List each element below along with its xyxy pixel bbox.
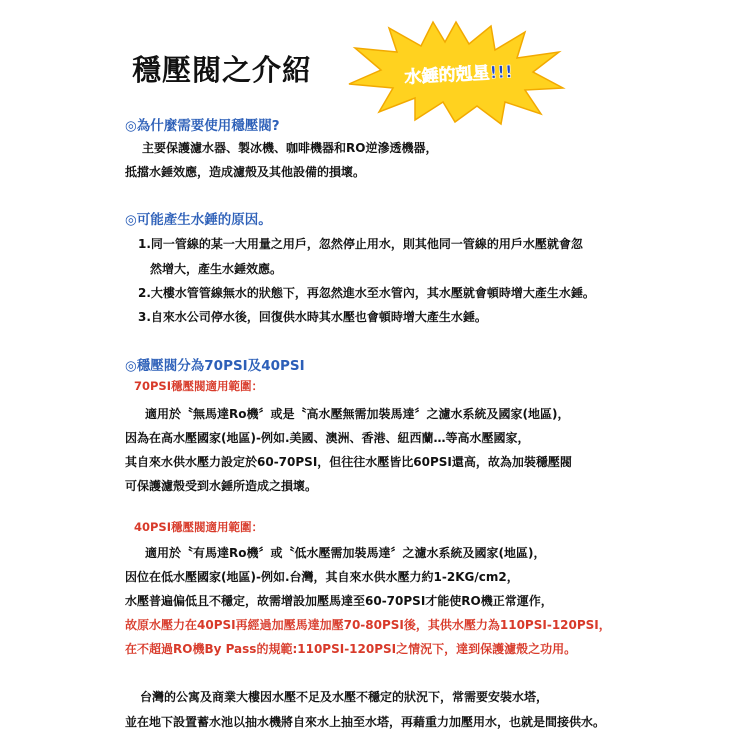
text-line: 可保護濾殼受到水錘所造成之損壞。 xyxy=(125,479,318,493)
list-item: 2.大樓水管管線無水的狀態下，再忽然進水至水管內，其水壓就會頓時增大產生水錘。 xyxy=(138,286,595,300)
text-line: 適用於〝有馬達Ro機〞或〝低水壓需加裝馬達〞之濾水系統及國家(地區)， xyxy=(145,546,546,560)
subheading-40psi: 40PSI穩壓閥適用範圍： xyxy=(134,520,263,534)
closing-line: 並在地下設置蓄水池以抽水機將自來水上抽至水塔，再藉重力加壓用水，也就是間接供水。 xyxy=(125,715,606,729)
list-item: 3.自來水公司停水後，回復供水時其水壓也會頓時增大產生水錘。 xyxy=(138,310,487,324)
section-heading-why: ◎為什麼需要使用穩壓閥? xyxy=(125,118,280,134)
highlight-line: 故原水壓力在40PSI再經過加壓馬達加壓70-80PSI後，其供水壓力為110PSI-120PSI， xyxy=(125,618,611,632)
text-line: 主要保護濾水器、製冰機、咖啡機器和RO逆滲透機器， xyxy=(142,141,438,155)
section-heading-types: ◎穩壓閥分為70PSI及40PSI xyxy=(125,358,305,374)
page-title: 穩壓閥之介紹 xyxy=(132,53,313,87)
text-line: 因位在低水壓國家(地區)-例如.台灣，其自來水供水壓力約1-2KG/cm2， xyxy=(125,570,519,584)
text-line: 抵擋水錘效應，造成濾殼及其他設備的損壞。 xyxy=(125,165,366,179)
closing-line: 台灣的公寓及商業大樓因水壓不足及水壓不穩定的狀況下，常需要安裝水塔， xyxy=(140,690,549,704)
list-item: 然增大，產生水錘效應。 xyxy=(150,262,283,276)
list-item: 1.同一管線的某一大用量之用戶，忽然停止用水，則其他同一管線的用戶水壓就會忽 xyxy=(138,237,583,251)
text-line: 適用於〝無馬達Ro機〞或是〝高水壓無需加裝馬達〞之濾水系統及國家(地區)， xyxy=(145,407,570,421)
text-line: 因為在高水壓國家(地區)-例如.美國、澳洲、香港、紐西蘭…等高水壓國家， xyxy=(125,431,530,445)
text-line: 水壓普遍偏低且不穩定，故需增設加壓馬達至60-70PSI才能使RO機正常運作， xyxy=(125,594,553,608)
starburst-label: 水錘的剋星!!! xyxy=(404,62,514,88)
subheading-70psi: 70PSI穩壓閥適用範圍： xyxy=(134,379,263,393)
starburst-badge xyxy=(345,18,567,126)
section-heading-causes: ◎可能產生水錘的原因。 xyxy=(125,212,272,228)
text-line: 其自來水供水壓力設定於60-70PSI，但往往水壓皆比60PSI還高，故為加裝穩壓閥 xyxy=(125,455,572,469)
highlight-line: 在不超過RO機By Pass的規範:110PSI-120PSI之情況下，達到保護濾殼之功用。 xyxy=(125,642,577,656)
